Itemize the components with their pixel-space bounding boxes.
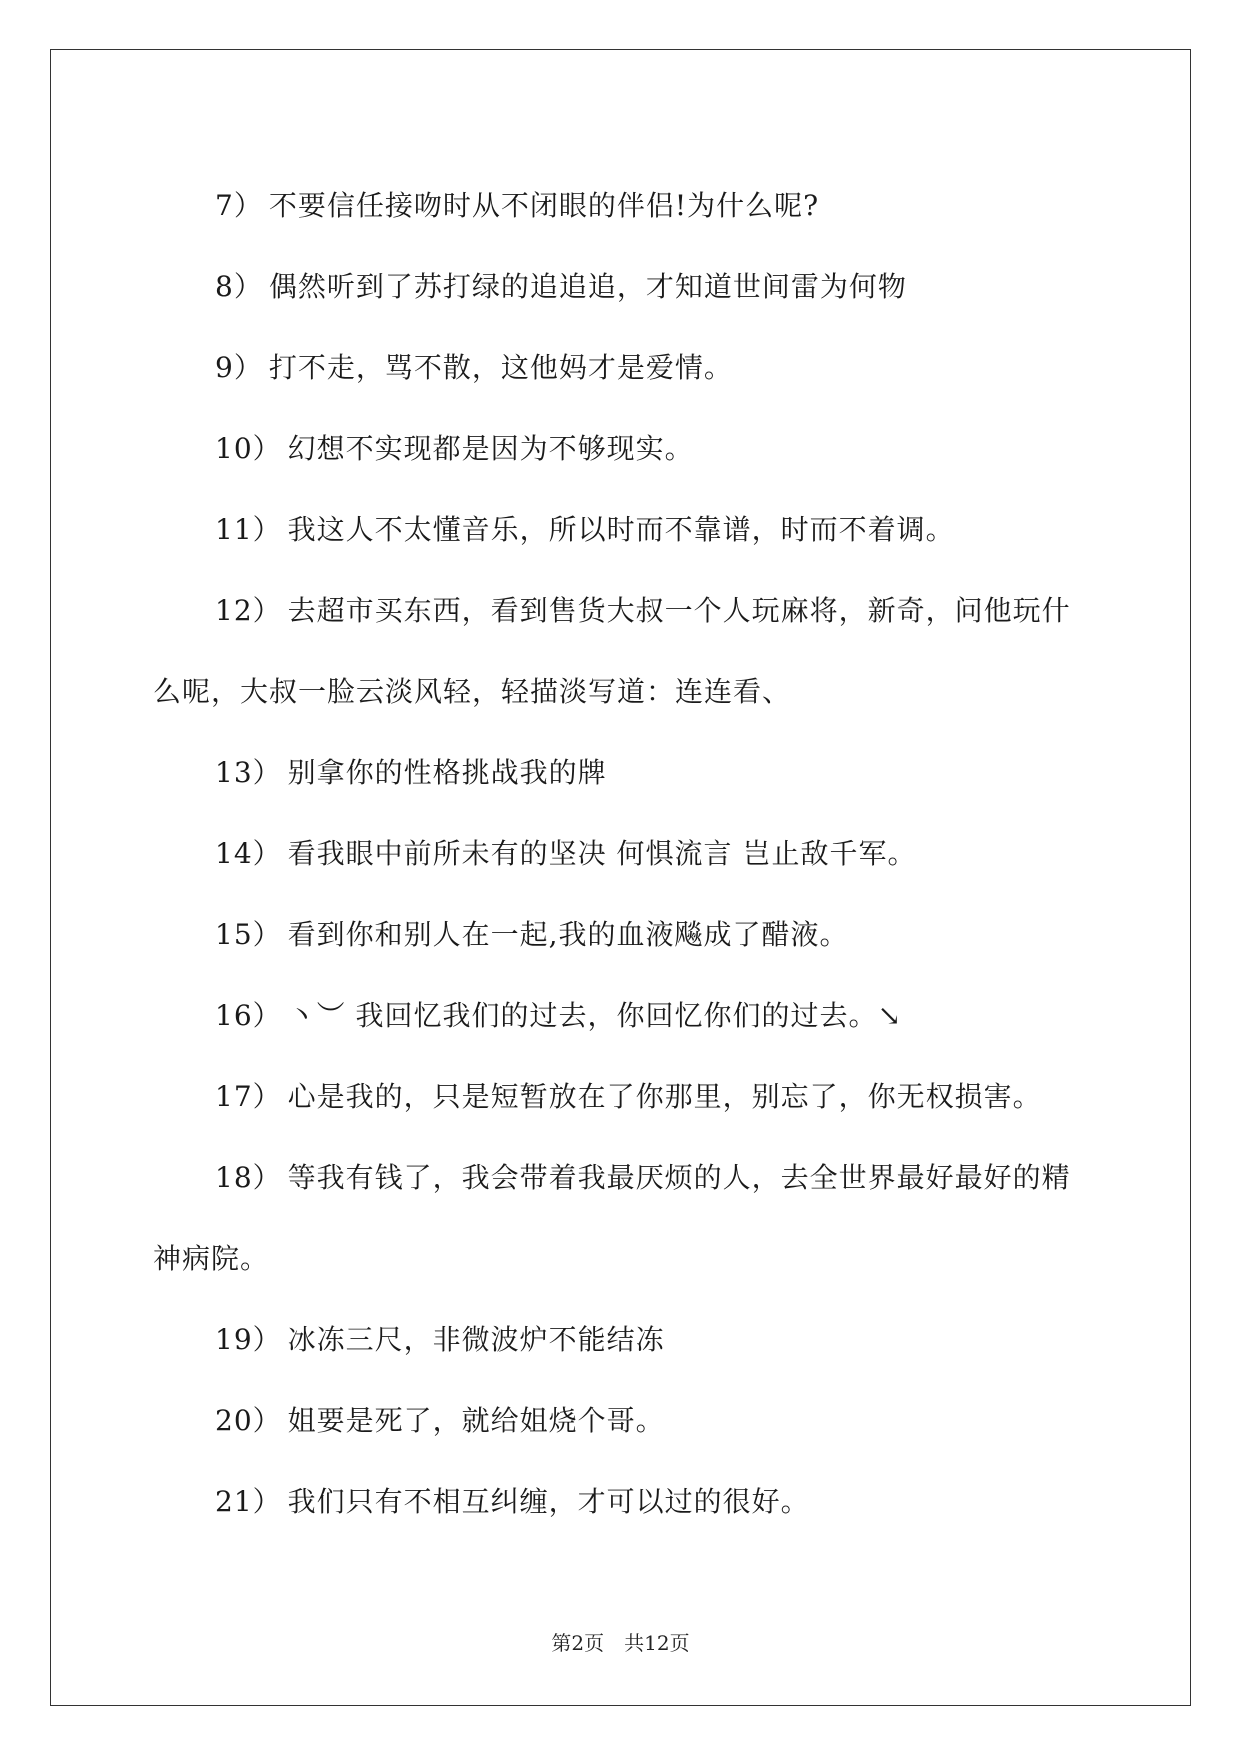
- paragraph-text: 冰冻三尺，非微波炉不能结冻: [287, 1323, 665, 1356]
- paragraph-number: 12）: [215, 594, 282, 627]
- paragraph-number: 16）: [215, 999, 282, 1032]
- paragraph: [153, 246, 1093, 327]
- paragraph: [153, 570, 1093, 732]
- paragraph-text: 丶︶ 我回忆我们的过去，你回忆你们的过去。↘: [287, 999, 903, 1032]
- paragraph: [153, 327, 1093, 408]
- paragraph: [153, 1461, 1093, 1542]
- paragraph-number: 7）: [215, 189, 263, 222]
- document-body: [153, 165, 1093, 1542]
- paragraph-text: 看我眼中前所未有的坚决 何惧流言 岂止敌千军。: [287, 837, 917, 870]
- total-pages-label: 共12页: [624, 1631, 690, 1655]
- page-footer: [0, 1627, 1241, 1656]
- paragraph: [153, 408, 1093, 489]
- paragraph-text: 我这人不太懂音乐，所以时而不靠谱，时而不着调。: [287, 513, 955, 546]
- paragraph: [153, 813, 1093, 894]
- paragraph-number: 15）: [215, 918, 282, 951]
- paragraph-text: 等我有钱了，我会带着我最厌烦的人，去全世界最好最好的精神病院。: [153, 1161, 1071, 1275]
- paragraph: [153, 975, 1093, 1056]
- paragraph-text: 去超市买东西，看到售货大叔一个人玩麻将，新奇，问他玩什么呢，大叔一脸云淡风轻，轻描淡写道：连连看、: [153, 594, 1071, 708]
- paragraph-number: 10）: [215, 432, 282, 465]
- paragraph-number: 11）: [215, 513, 282, 546]
- paragraph-number: 8）: [215, 270, 263, 303]
- paragraph-text: 幻想不实现都是因为不够现实。: [287, 432, 694, 465]
- paragraph-text: 姐要是死了，就给姐烧个哥。: [287, 1404, 665, 1437]
- paragraph: [153, 1056, 1093, 1137]
- paragraph-number: 13）: [215, 756, 282, 789]
- paragraph: [153, 732, 1093, 813]
- paragraph: [153, 165, 1093, 246]
- paragraph-number: 21）: [215, 1485, 282, 1518]
- paragraph-number: 20）: [215, 1404, 282, 1437]
- paragraph-text: 打不走，骂不散，这他妈才是爱情。: [268, 351, 733, 384]
- paragraph-number: 14）: [215, 837, 282, 870]
- paragraph-text: 我们只有不相互纠缠，才可以过的很好。: [287, 1485, 810, 1518]
- paragraph-number: 9）: [215, 351, 263, 384]
- paragraph-number: 19）: [215, 1323, 282, 1356]
- paragraph: [153, 1299, 1093, 1380]
- paragraph: [153, 489, 1093, 570]
- paragraph-text: 偶然听到了苏打绿的追追追，才知道世间雷为何物: [268, 270, 907, 303]
- paragraph-text: 别拿你的性格挑战我的牌: [287, 756, 607, 789]
- page-number-label: 第2页: [551, 1631, 605, 1655]
- paragraph: [153, 1137, 1093, 1299]
- paragraph-text: 看到你和别人在一起,我的血液飚成了醋液。: [287, 918, 849, 951]
- paragraph-text: 不要信任接吻时从不闭眼的伴侣!为什么呢?: [268, 189, 820, 222]
- paragraph-text: 心是我的，只是短暂放在了你那里，别忘了，你无权损害。: [287, 1080, 1042, 1113]
- paragraph-number: 17）: [215, 1080, 282, 1113]
- paragraph: [153, 894, 1093, 975]
- paragraph: [153, 1380, 1093, 1461]
- paragraph-number: 18）: [215, 1161, 282, 1194]
